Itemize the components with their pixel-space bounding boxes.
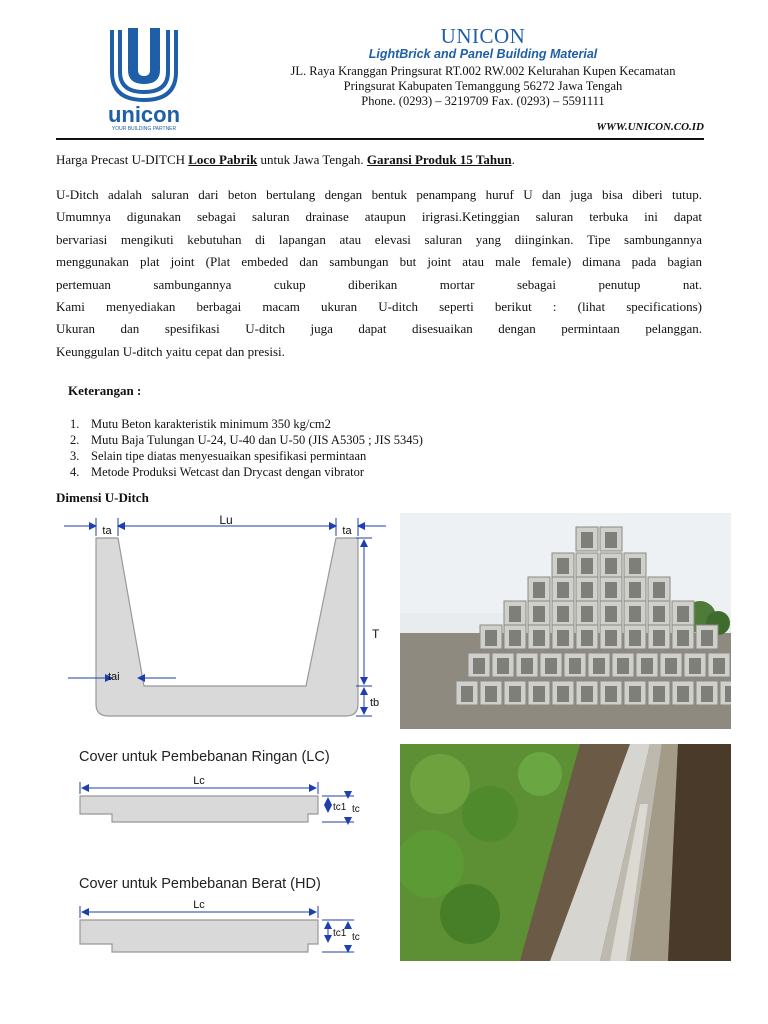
block-opening	[485, 686, 497, 702]
address-line-1: JL. Raya Kranggan Pringsurat RT.002 RW.002 Kelurahan Kupen Kecamatan	[290, 64, 676, 78]
block-opening	[629, 630, 641, 646]
intro-line	[56, 152, 702, 168]
block-opening	[545, 658, 557, 674]
block-opening	[581, 558, 593, 574]
intro-suffix: .	[511, 152, 515, 167]
label-tb: tb	[370, 697, 380, 709]
block-opening	[557, 686, 569, 702]
spec-list	[70, 416, 423, 480]
description-line: Umumnya digunakan sebagai saluran drainase ataupun irigrasi.Ketinggian saluran terbuka ini dapat	[56, 209, 702, 225]
block-opening	[593, 658, 605, 674]
block-opening	[653, 630, 665, 646]
block-opening	[641, 658, 653, 674]
label-lc: Lc	[193, 775, 205, 787]
unicon-logo	[88, 20, 200, 132]
block-opening	[581, 532, 593, 548]
block-opening	[605, 630, 617, 646]
list-item	[70, 464, 423, 480]
block-opening	[677, 686, 689, 702]
block-opening	[485, 630, 497, 646]
block-opening	[533, 606, 545, 622]
header-divider	[56, 138, 704, 140]
block-opening	[533, 582, 545, 598]
block-opening	[605, 582, 617, 598]
website-link[interactable]: WWW.UNICON.CO.ID	[596, 121, 704, 133]
label-tc: tc	[352, 932, 360, 943]
block-opening	[665, 658, 677, 674]
block-opening	[629, 582, 641, 598]
block-opening	[617, 658, 629, 674]
intro-middle: untuk Jawa Tengah.	[257, 152, 367, 167]
company-name: UNICON	[440, 24, 526, 48]
label-t: T	[372, 627, 380, 641]
loco-pabrik: Loco Pabrik	[188, 152, 258, 167]
list-text: Selain tipe diatas menyesuaikan spesifikasi permintaan	[91, 449, 367, 463]
list-number: 4.	[70, 465, 80, 479]
u-ditch-installed-photo	[400, 744, 731, 961]
description-line: Ukuran dan spesifikasi U-ditch juga dapat disesuaikan dengan permintaan pelanggan.	[56, 321, 702, 337]
dimensi-heading: Dimensi U-Ditch	[56, 490, 149, 505]
description-line: bervariasi mengikuti kebutuhan di lapangan atau elevasi saluran yang diinginkan. Tipe sambungannya	[56, 231, 702, 247]
block-opening	[533, 686, 545, 702]
label-tc1: tc1	[333, 928, 347, 939]
block-opening	[677, 630, 689, 646]
description-line: U-Ditch adalah saluran dari beton bertulang dengan bentuk penampang huruf U dan juga bisa diberi tutup.	[56, 187, 702, 202]
label-ta-right: ta	[342, 525, 352, 537]
description-paragraph	[56, 184, 702, 363]
list-text: Mutu Beton karakteristik minimum 350 kg/cm2	[91, 417, 331, 431]
block-opening	[509, 606, 521, 622]
list-number: 1.	[70, 417, 80, 431]
description-line: pertemuan sambungannya cukup diberikan mortar sebagai penutup nat.	[56, 276, 702, 292]
list-item	[70, 432, 423, 448]
address-line-2: Pringsurat Kabupaten Temanggung 56272 Jawa Tengah	[343, 79, 623, 93]
block-opening	[653, 686, 665, 702]
block-opening	[569, 658, 581, 674]
block-opening	[509, 686, 521, 702]
logo-slogan: YOUR BUILDING PARTNER	[111, 126, 177, 132]
block-opening	[689, 658, 701, 674]
block-opening	[701, 686, 713, 702]
contact-line: Phone. (0293) – 3219709 Fax. (0293) – 5591111	[361, 94, 605, 108]
block-opening	[581, 582, 593, 598]
block-opening	[629, 606, 641, 622]
block-opening	[725, 686, 731, 702]
list-text: Metode Produksi Wetcast dan Drycast dengan vibrator	[91, 465, 364, 479]
label-lu: Lu	[219, 513, 233, 527]
block-opening	[605, 606, 617, 622]
description-line: Kami menyediakan berbagai macam ukuran U-ditch seperti berikut : (lihat specifications)	[56, 298, 702, 314]
label-ta-left: ta	[102, 525, 112, 537]
block-opening	[509, 630, 521, 646]
guarantee-text: Garansi Produk 15 Tahun	[366, 152, 512, 167]
block-opening	[653, 582, 665, 598]
block-opening	[629, 686, 641, 702]
u-ditch-diagram	[56, 510, 386, 730]
block-opening	[581, 606, 593, 622]
block-opening	[713, 658, 725, 674]
list-item	[70, 416, 423, 432]
logo-wordmark: unicon	[107, 102, 181, 127]
label-tai: tai	[108, 671, 120, 683]
block-opening	[701, 630, 713, 646]
block-opening	[461, 686, 473, 702]
block-opening	[473, 658, 485, 674]
list-number: 2.	[70, 433, 80, 447]
company-tagline: LightBrick and Panel Building Material	[368, 47, 598, 61]
block-opening	[605, 532, 617, 548]
description-line: menggunakan plat joint (Plat embeded dan sambungan but joint atau male female) dimana pada bagian	[56, 254, 702, 270]
label-tc1: tc1	[333, 802, 347, 813]
lc-cover-diagram	[72, 772, 362, 839]
label-lc: Lc	[193, 900, 205, 911]
lc-cover-title: Cover untuk Pembebanan Ringan (LC)	[79, 749, 330, 765]
block-opening	[581, 630, 593, 646]
block-opening	[557, 558, 569, 574]
hd-cover-title: Cover untuk Pembebanan Berat (HD)	[79, 876, 321, 892]
list-number: 3.	[70, 449, 80, 463]
block-opening	[677, 606, 689, 622]
block-opening	[653, 606, 665, 622]
list-text: Mutu Baja Tulungan U-24, U-40 dan U-50 (JIS A5305 ; JIS 5345)	[91, 433, 423, 447]
block-opening	[557, 630, 569, 646]
block-opening	[521, 658, 533, 674]
intro-prefix: Harga Precast U-DITCH	[56, 152, 189, 167]
hd-cover-diagram	[72, 900, 362, 969]
block-opening	[629, 558, 641, 574]
description-line: Keunggulan U-ditch yaitu cepat dan presisi.	[56, 343, 285, 359]
block-opening	[557, 606, 569, 622]
block-opening	[557, 582, 569, 598]
block-opening	[581, 686, 593, 702]
block-opening	[497, 658, 509, 674]
u-ditch-stack-photo	[400, 513, 731, 729]
list-item	[70, 448, 423, 464]
block-opening	[605, 686, 617, 702]
label-tc: tc	[352, 804, 360, 815]
keterangan-heading: Keterangan :	[68, 383, 142, 398]
block-opening	[533, 630, 545, 646]
block-opening	[605, 558, 617, 574]
